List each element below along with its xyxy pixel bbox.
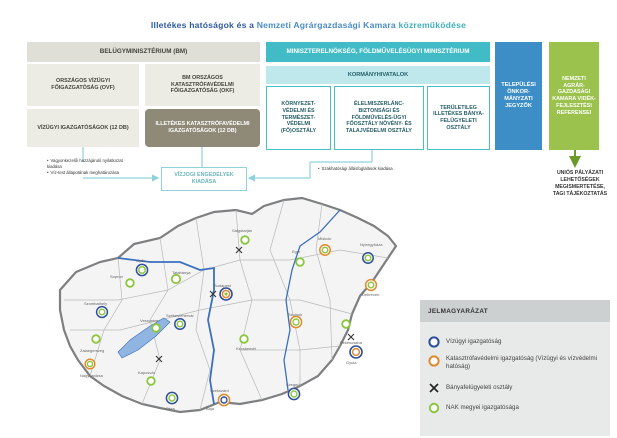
katasztrofa-legend-icon: [428, 355, 440, 367]
onkormanyzati-jegyzok-box: TELEPÜLÉSI ÖNKOR-MÁNYZATI JEGYZŐK: [495, 42, 542, 150]
ministry-header: MINISZTERELNÖKSÉG, FÖLDMŰVELÉSÜGYI MINISZTÉRIUM: [266, 42, 490, 62]
city-label: Szeged: [286, 382, 300, 387]
bm-header: BELÜGYMINISZTÉRIUM (BM): [27, 42, 260, 62]
nak-marker: [241, 236, 249, 244]
city-label: Miskolc: [318, 236, 332, 241]
nak-referensek-box: NEMZETI AGRÁR-GAZDASÁGI KAMARA VIDÉK-FEJLESZTÉSI REFERENSEI: [549, 42, 599, 150]
legend-title: JELMAGYARÁZAT: [420, 300, 610, 322]
city-label: Nagykanizsa: [80, 373, 103, 378]
note-item: • Vagyonkezelői hozzájáruló nyilatkozat kiadása: [47, 158, 127, 170]
legend-item-banya: Bányafelügyeleti osztály: [446, 384, 513, 391]
katasztrofavedelmi-igazgatosagok-box: ILLETÉKES KATASZTRÓFAVÉDELMI IGAZGATÓSÁGOK (12 DB): [145, 109, 260, 147]
combined-marker: [85, 359, 95, 369]
city-label: Zalaegerszeg: [80, 348, 105, 353]
combined-marker: [136, 264, 147, 275]
banyafelugyeleti-osztaly-box: TERÜLETILEG ILLETÉKES BÁNYA-FELÜGYELETI OSZTÁLY: [427, 86, 490, 150]
city-label: Tatabánya: [172, 270, 191, 275]
nak-marker: [147, 377, 155, 385]
combined-marker: [363, 253, 373, 263]
city-label: Szombathely: [84, 301, 108, 306]
nak-marker: [92, 335, 100, 343]
combined-marker: [218, 394, 229, 405]
nak-marker: [342, 320, 350, 328]
kornyezetvedelmi-osztaly-box: KÖRNYEZET-VÉDELMI ÉS TERMÉSZET-VÉDELMI (FŐ)OSZTÁLY: [266, 86, 331, 150]
combined-marker: [220, 288, 232, 300]
city-label: Eger: [292, 249, 301, 254]
vizugyi-igazgatosagok-box: VÍZÜGYI IGAZGATÓSÁGOK (12 DB): [27, 109, 139, 147]
nak-note: UNIÓS PÁLYÁZATI LEHETŐSÉGEK MEGISMERTETÉSE, TAGI TÁJÉKOZTATÁS: [552, 170, 608, 198]
nak-marker: [172, 275, 180, 283]
city-label: Szekszárd: [210, 388, 229, 393]
elelmiszerlanc-osztaly-box: ÉLELMISZERLÁNC-BIZTONSÁGI ÉS FÖLDMŰVELÉS-ÜGYI FŐOSZTÁLY NÖVÉNY- ÉS TALAJVÉDELMI OSZTÁLY: [334, 86, 424, 150]
nak-legend-icon: [428, 402, 440, 414]
city-label: Szolnok: [288, 312, 303, 317]
okf-box: BM ORSZÁGOS KATASZTRÓFAVÉDELMI FŐIGAZGATÓSÁG (OKF): [145, 64, 260, 106]
legend-item-katasztrofa: Katasztrófavédelmi igazgatóság (Vízügyi és vízvédelmi hatóság): [446, 355, 597, 371]
title-part-3: Nemzeti Agrárgazdasági Kamara: [256, 20, 396, 30]
city-label: Gyula: [346, 360, 357, 365]
ovf-box: ORSZÁGOS VÍZÜGYI FŐIGAZGATÓSÁG (OVF): [27, 64, 139, 106]
note-item: • Szakhatósági állásfoglalások kiadása: [318, 166, 398, 172]
title-part-1: Illetékes hatóságok: [150, 20, 234, 30]
title-part-2: és a: [234, 20, 257, 30]
mining-legend-icon: [428, 382, 440, 394]
city-label: Békéscsaba: [340, 340, 362, 345]
nak-marker: [126, 279, 134, 287]
combined-marker: [290, 316, 301, 327]
vizjogi-engedelyek-box: VÍZJOGI ENGEDÉLYEK KIADÁSA: [161, 167, 247, 191]
legend-item-nak: NAK megyei igazgatósága: [446, 404, 519, 411]
city-label: Sopron: [110, 274, 123, 279]
nak-marker: [240, 335, 248, 343]
city-label: Kaposvár: [138, 370, 155, 375]
combined-marker: [166, 392, 177, 403]
combined-marker: [288, 388, 299, 399]
combined-marker: [97, 307, 108, 318]
nak-marker: [296, 258, 304, 266]
city-label: Székesfehérvár: [166, 313, 194, 318]
city-label: Budapest: [214, 283, 231, 288]
city-label: Debrecen: [362, 292, 380, 297]
city-label: Kecskemét: [236, 346, 256, 351]
vizugyi-legend-icon: [428, 336, 440, 348]
city-label: Veszprém: [140, 318, 158, 323]
city-label: Pécs: [166, 406, 175, 411]
note-item: • Víz-test állapotának meghatározása: [47, 170, 127, 176]
nak-marker: [152, 324, 160, 332]
legend-item-vizugyi: Vízügyi igazgatóság: [446, 338, 502, 345]
city-label: Salgótarján: [232, 228, 253, 233]
city-label: Győr: [136, 258, 145, 263]
city-label: Nyíregyháza: [360, 242, 383, 247]
combined-marker: [320, 245, 330, 255]
country-outline: [60, 198, 396, 412]
combined-marker: [175, 319, 185, 329]
city-label: Baja: [206, 406, 215, 411]
title-part-4: közreműködése: [395, 20, 467, 30]
kormanyhivatalok-header: KORMÁNYHIVATALOK: [266, 66, 490, 84]
combined-marker: [366, 280, 377, 291]
combined-marker: [350, 346, 362, 358]
legend: [420, 300, 610, 436]
